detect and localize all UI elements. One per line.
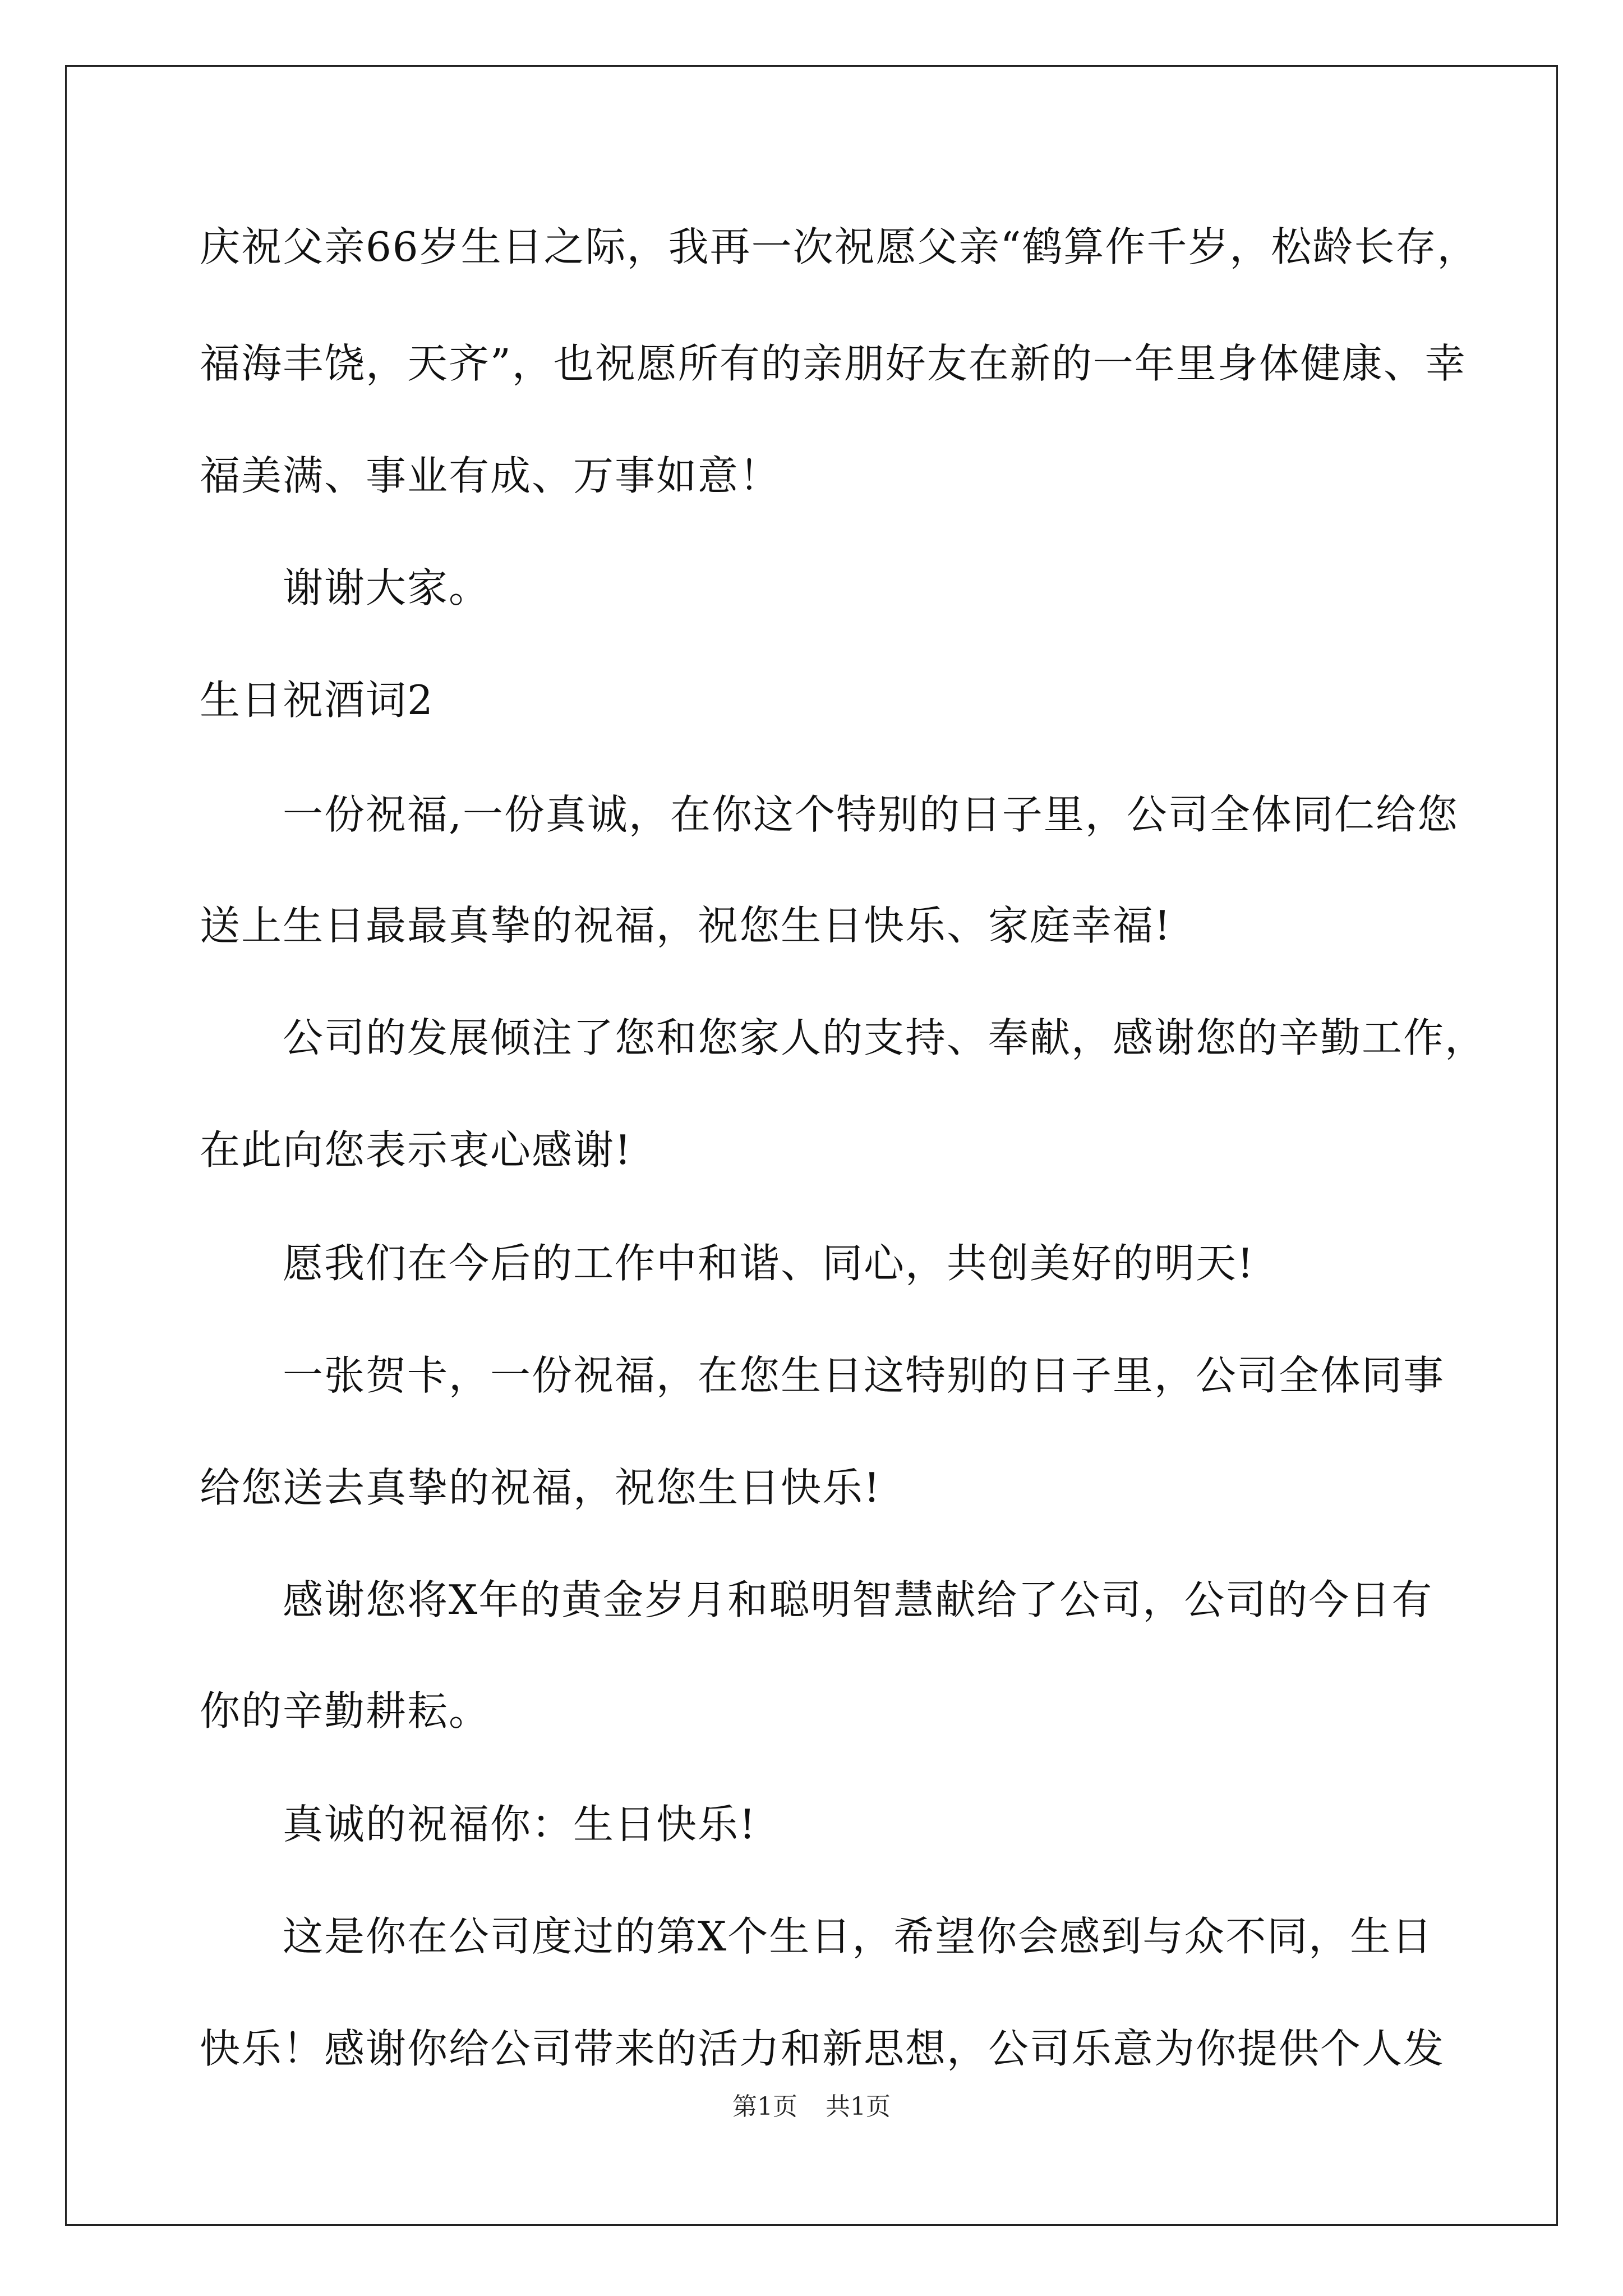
- paragraph-line: 在此向您表示衷心感谢!: [200, 1126, 632, 1174]
- page-count: 共1页: [826, 2092, 891, 2121]
- page-number: 第1页: [732, 2092, 797, 2121]
- paragraph-line: 真诚的祝福你：生日快乐!: [283, 1801, 757, 1848]
- paragraph-line: 谢谢大家。: [283, 564, 491, 611]
- page-footer: [0, 2090, 1623, 2124]
- paragraph-line: 福美满、事业有成、万事如意！: [200, 452, 781, 499]
- paragraph-line: 一张贺卡，一份祝福，在您生日这特别的日子里，公司全体同事: [283, 1352, 1445, 1399]
- paragraph-line: 你的辛勤耕耘。: [200, 1687, 491, 1734]
- paragraph-line: 公司的发展倾注了您和您家人的支持、奉献，感谢您的辛勤工作，: [283, 1014, 1487, 1061]
- paragraph-line: 福海丰饶，天齐”，也祝愿所有的亲朋好友在新的一年里身体健康、幸: [200, 340, 1467, 387]
- paragraph-line: 愿我们在今后的工作中和谐、同心，共创美好的明天!: [283, 1240, 1255, 1287]
- paragraph-line: 送上生日最最真挚的祝福，祝您生日快乐、家庭幸福!: [200, 902, 1172, 949]
- paragraph-line: 快乐！感谢你给公司带来的活力和新思想，公司乐意为你提供个人发: [200, 2025, 1445, 2072]
- section-heading: 生日祝酒词2: [200, 677, 434, 724]
- paragraph-line: 给您送去真挚的祝福，祝您生日快乐!: [200, 1464, 881, 1511]
- paragraph-line: 一份祝福,一份真诚，在你这个特别的日子里，公司全体同仁给您: [283, 791, 1459, 838]
- paragraph-line: 感谢您将X年的黄金岁月和聪明智慧献给了公司，公司的今日有: [283, 1576, 1433, 1623]
- paragraph-line: 这是你在公司度过的第X个生日，希望你会感到与众不同，生日: [283, 1913, 1433, 1960]
- paragraph-line: 庆祝父亲66岁生日之际，我再一次祝愿父亲“鹤算作千岁，松龄长存，: [200, 223, 1479, 270]
